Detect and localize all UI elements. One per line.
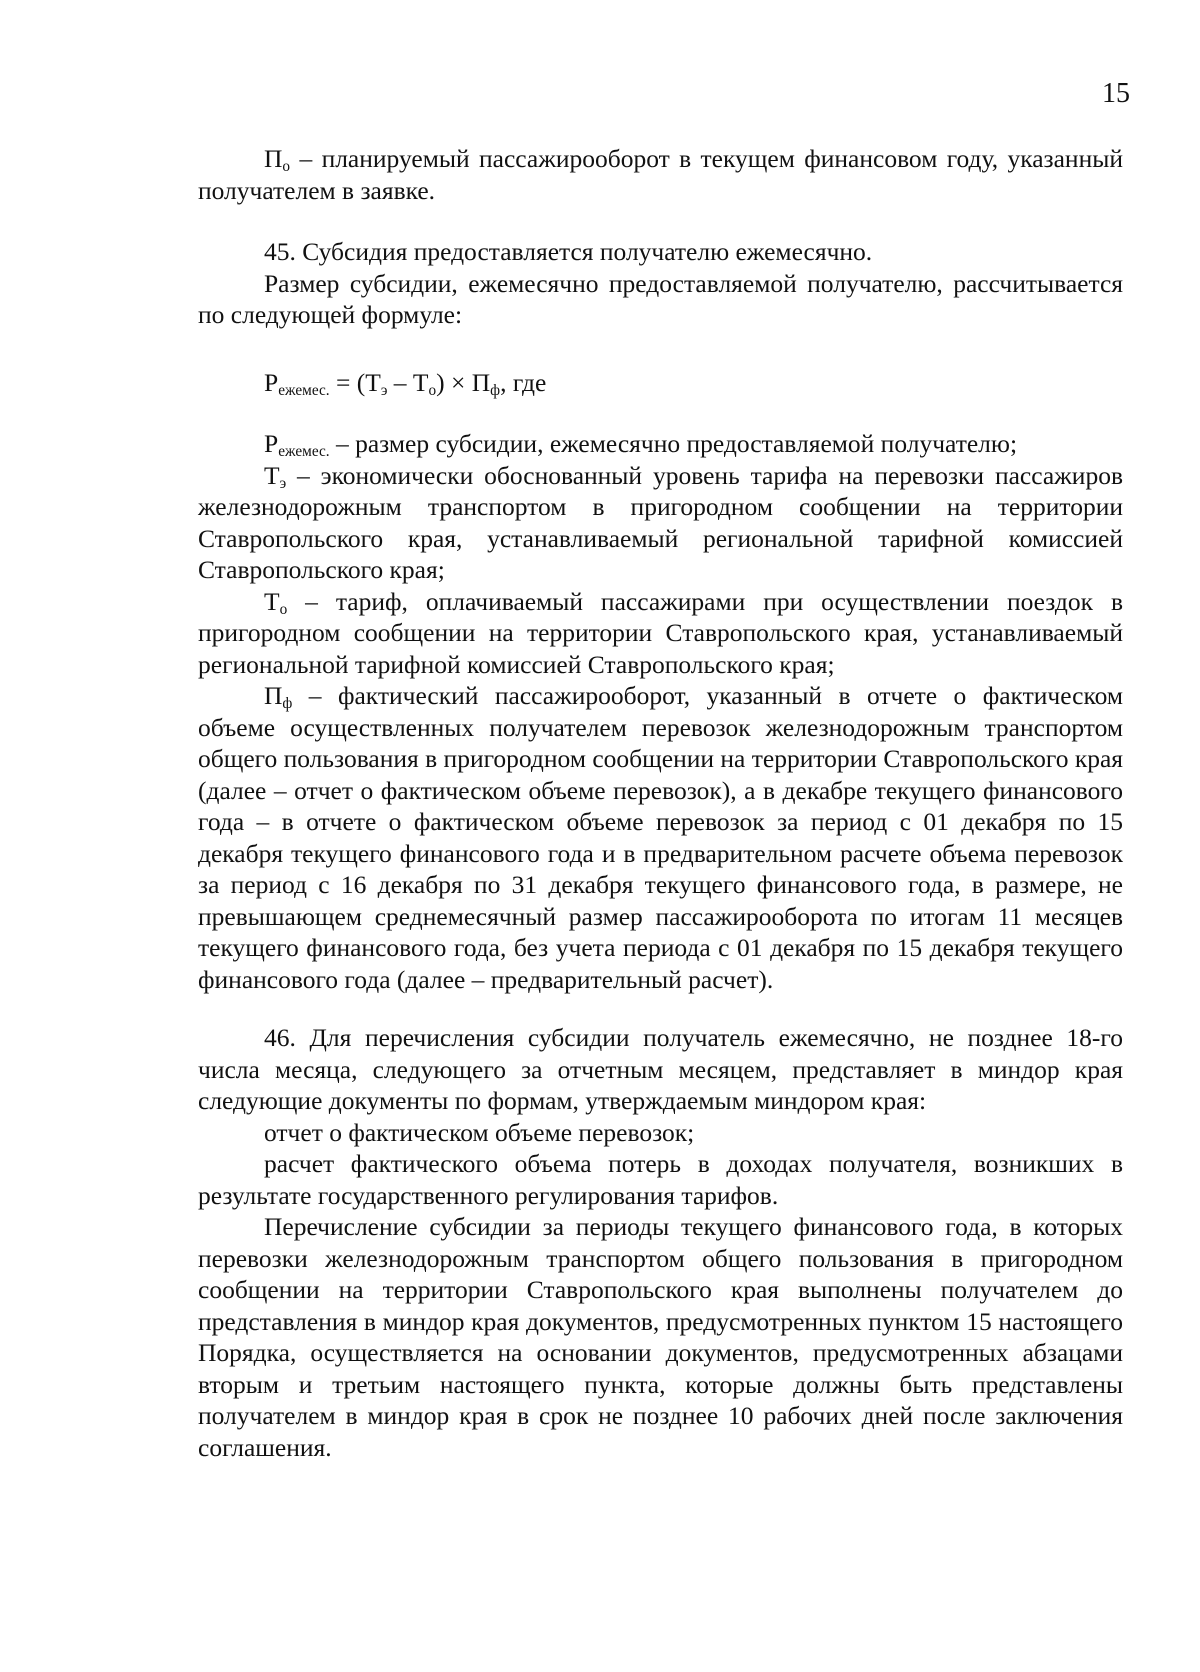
- definition-text: – тариф, оплачиваемый пассажирами при осуществлении поездок в пригородном сообщении на территории Ставропольского края, устанавливаемый региональной тарифной комиссией Ставропольского края;: [198, 586, 1123, 679]
- definitions-block: [198, 428, 1123, 995]
- section-46-paragraph-2: отчет о фактическом объеме перевозок;: [264, 1117, 695, 1147]
- symbol-sub: о: [282, 157, 291, 175]
- definition-pf: [198, 680, 1123, 995]
- definition-sub: ежемес.: [278, 442, 330, 460]
- definition-symbol: Т: [264, 586, 280, 616]
- section-45-block: [198, 236, 1123, 331]
- section-46-paragraph-3: расчет фактического объема потерь в доходах получателя, возникших в результате государственного регулирования тарифов.: [198, 1149, 1123, 1210]
- formula: [264, 367, 546, 399]
- formula-to-sub: о: [428, 381, 437, 399]
- formula-r: Р: [264, 368, 279, 397]
- formula-eq-open: = (Т: [329, 368, 381, 397]
- intro-paragraph: [198, 143, 1123, 206]
- formula-pf-sub: ф: [490, 381, 501, 399]
- definition-sub: э: [279, 474, 287, 492]
- formula-minus: – Т: [387, 368, 429, 397]
- definition-sub: о: [279, 600, 288, 618]
- formula-te-sub: э: [380, 381, 388, 399]
- intro-text: – планируемый пассажирооборот в текущем финансовом году, указанный получателем в заявке.: [198, 144, 1123, 205]
- definition-symbol: П: [264, 681, 283, 710]
- page-number: 15: [1102, 78, 1130, 109]
- definition-symbol: Р: [264, 429, 279, 458]
- definition-text: – фактический пассажирооборот, указанный в отчете о фактическом объеме осуществленных получателем перевозок железнодорожным транспортом общего пользования в пригородном сообщении на территории Ставропольского края (далее – отчет о фактическом объеме перевозок), а в декабре текущего финансового года – в отчете о фактическом объеме перевозок за период с 01 декабря по 15 декабря текущего финансового года и в предварительном расчете объема перевозок за период с 16 декабря по 31 декабря текущего финансового года, в размере, не превышающем среднемесячный размер пассажирооборота по итогам 11 месяцев текущего финансового года, без учета периода с 01 декабря по 15 декабря текущего финансового года (далее – предварительный расчет).: [198, 681, 1124, 994]
- definition-text: – размер субсидии, ежемесячно предоставляемой получателю;: [329, 429, 1018, 458]
- definition-to: [198, 586, 1123, 681]
- intro-paragraph-block: [198, 143, 1123, 206]
- section-46-paragraph-1: 46. Для перечисления субсидии получатель ежемесячно, не позднее 18-го числа месяца, следующего за отчетным месяцем, представляет в миндор края следующие документы по формам, утверждаемым миндором края:: [198, 1023, 1123, 1115]
- formula-times: ) × П: [436, 368, 491, 397]
- section-45-paragraph-2: Размер субсидии, ежемесячно предоставляемой получателю, рассчитывается по следующей формуле:: [198, 268, 1123, 329]
- definition-te: [198, 460, 1123, 586]
- definition-sub: ф: [282, 694, 293, 712]
- formula-r-sub: ежемес.: [278, 381, 330, 399]
- formula-tail: , где: [500, 368, 547, 397]
- section-46-paragraph-4: Перечисление субсидии за периоды текущего финансового года, в которых перевозки железнодорожным транспортом общего пользования в пригородном сообщении на территории Ставропольского края выполнены получателем до представления в миндор края документов, предусмотренных пунктом 15 настоящего Порядка, осуществляется на основании документов, предусмотренных абзацами вторым и третьим настоящего пункта, которые должны быть представлены получателем в миндор края в срок не позднее 10 рабочих дней после заключения соглашения.: [198, 1212, 1123, 1462]
- section-45-paragraph-1: 45. Субсидия предоставляется получателю ежемесячно.: [264, 237, 873, 266]
- definition-r: [198, 428, 1123, 460]
- definition-symbol: Т: [264, 460, 280, 490]
- symbol-p: П: [264, 144, 283, 173]
- section-46-block: [198, 1022, 1123, 1463]
- definition-text: – экономически обоснованный уровень тарифа на перевозки пассажиров железнодорожным транспортом в пригородном сообщении на территории Ставропольского края, устанавливаемый региональной тарифной комиссией Ставропольского края;: [198, 460, 1123, 584]
